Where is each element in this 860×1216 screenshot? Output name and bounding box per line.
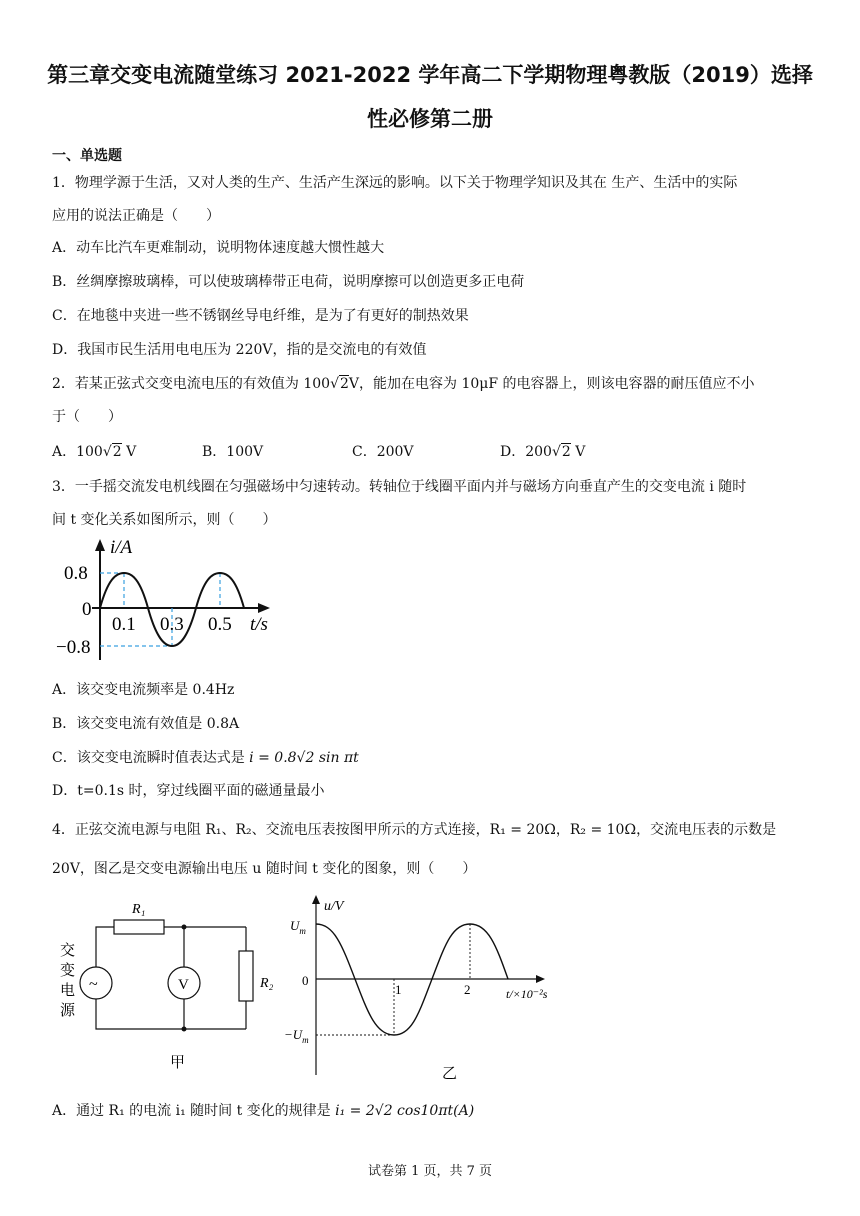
sqrt-symbol: √ — [330, 376, 339, 392]
q4-voltage-time-graph — [282, 890, 572, 1085]
q3-stem-line1: 3．一手摇交流发电机线圈在匀强磁场中匀速转动。转轴位于线圈平面内并与磁场方向垂直产生的交变电流 i 随时 — [52, 479, 747, 495]
q4-wire-top — [96, 927, 114, 967]
q4-circuit-caption: 甲 — [170, 1055, 186, 1071]
q3-y-top-label: 0.8 — [64, 563, 88, 584]
q4-stem-line1: 4．正弦交流电源与电阻 R₁、R₂、交流电压表按图甲所示的方式连接，R₁ = 20Ω，R₂ = 10Ω，交流电压表的示数是 — [52, 822, 777, 838]
q4-y-arrow — [312, 895, 320, 904]
q4-y-top-label — [290, 918, 306, 936]
q3-x-tick-3: 0.5 — [208, 614, 232, 635]
q2-option-a — [52, 442, 136, 462]
q1-stem-line1: 1．物理学源于生活，又对人类的生产、生活产生深远的影响。以下关于物理学知识及其在 生产、生活中的实际 — [52, 175, 738, 191]
q4-source-label-1: 交 — [60, 943, 76, 959]
q1-option-b: B．丝绸摩擦玻璃棒，可以使玻璃棒带正电荷，说明摩擦可以创造更多正电荷 — [52, 274, 525, 290]
q4-y-zero-label: 0 — [302, 973, 309, 988]
q4-a-formula: i₁ = 2√2 cos10πt(A) — [335, 1103, 475, 1119]
q4-circuit-diagram — [52, 895, 292, 1075]
q3-stem-line2: 间 t 变化关系如图所示，则（ ） — [52, 512, 277, 528]
q3-c-formula: i = 0.8√2 sin πt — [249, 750, 359, 766]
q4-source-label-3: 电 — [60, 983, 76, 999]
q4-x-tick-2: 2 — [464, 982, 471, 997]
q4-y-bottom-label — [284, 1027, 309, 1045]
q3-c-pre: C．该交变电流瞬时值表达式是 — [52, 750, 250, 766]
q4-ylabel: u/V — [324, 899, 344, 914]
section-heading: 一、单选题 — [52, 148, 122, 164]
q2-option-d — [500, 442, 585, 462]
q2-stem-line2: 于（ ） — [52, 409, 122, 425]
q1-option-a: A．动车比汽车更难制动，说明物体速度越大惯性越大 — [52, 240, 385, 256]
q4-stem-line2: 20V，图乙是交变电源输出电压 u 随时间 t 变化的图象，则（ ） — [52, 861, 477, 877]
q4-option-a — [52, 1101, 474, 1121]
q3-current-time-graph — [52, 535, 292, 670]
q2-stem-line1 — [52, 374, 755, 394]
q1-option-d: D．我国市民生活用电电压为 220V，指的是交流电的有效值 — [52, 342, 427, 358]
q4-resistor-r2 — [239, 951, 253, 1001]
page-title-line1: 第三章交变电流随堂练习 2021-2022 学年高二下学期物理粤教版（2019）选择 — [47, 63, 813, 87]
q4-a-pre: A．通过 R₁ 的电流 i₁ 随时间 t 变化的规律是 — [52, 1103, 336, 1119]
q3-x-tick-2: 0.3 — [160, 614, 184, 635]
q3-ylabel: i/A — [110, 537, 133, 558]
q3-option-c — [52, 748, 359, 768]
q2-d-sqrt-arg: 2 — [561, 444, 571, 460]
page-footer: 试卷第 1 页，共 7 页 — [367, 1164, 493, 1179]
q2-option-b: B．100V — [202, 444, 264, 460]
q3-y-zero-label: 0 — [82, 599, 92, 620]
q4-source-label-4: 源 — [60, 1003, 76, 1019]
q3-option-b: B．该交变电流有效值是 0.8A — [52, 716, 240, 732]
q2-d-pre: D．200 — [500, 444, 552, 460]
q2-option-c: C．200V — [352, 444, 414, 460]
q2-a-sqrt-arg: 2 — [112, 444, 122, 460]
q3-option-a: A．该交变电流频率是 0.4Hz — [52, 682, 235, 698]
q2-sqrt-arg: 2 — [340, 376, 349, 392]
q1-option-c: C．在地毯中夹进一些不锈钢丝导电纤维，是为了有更好的制热效果 — [52, 308, 469, 324]
q4-node-top — [182, 925, 187, 930]
q3-xlabel: t/s — [250, 614, 268, 635]
q4-source-label-2: 变 — [60, 963, 76, 979]
q4-x-arrow — [536, 975, 545, 983]
page-title-line2: 性必修第二册 — [367, 107, 493, 131]
q4-r2-label: R₂ — [260, 976, 274, 991]
q3-x-arrow — [258, 603, 270, 613]
q4-graph-caption: 乙 — [442, 1066, 458, 1082]
q3-y-arrow — [95, 539, 105, 551]
q4-y-top-main: U — [290, 918, 300, 933]
q4-y-bottom-sub: m — [302, 1035, 309, 1045]
q4-x-tick-1: 1 — [395, 982, 402, 997]
q4-voltmeter-label: V — [178, 977, 189, 993]
q4-ac-source-symbol: ~ — [89, 976, 98, 993]
q3-y-bottom-label: −0.8 — [56, 637, 91, 658]
sqrt-symbol: √ — [102, 444, 112, 460]
sqrt-symbol: √ — [551, 444, 561, 460]
q4-node-bottom — [182, 1027, 187, 1032]
q2-a-post: V — [121, 444, 137, 460]
q2-d-post: V — [570, 444, 586, 460]
q4-xlabel: t/×10⁻²s — [506, 987, 548, 1001]
q4-wire-bottom — [96, 999, 246, 1029]
q2-stem-pre: 2．若某正弦式交变电流电压的有效值为 100 — [52, 376, 331, 392]
q2-stem-post: V，能加在电容为 10μF 的电容器上，则该电容器的耐压值应不小 — [348, 376, 755, 392]
q2-a-pre: A．100 — [52, 444, 103, 460]
q4-y-bottom-main: −U — [284, 1027, 303, 1042]
q4-y-top-sub: m — [299, 926, 306, 936]
q4-r1-label: R₁ — [132, 902, 146, 917]
q3-option-d: D．t=0.1s 时，穿过线圈平面的磁通量最小 — [52, 783, 325, 799]
q3-x-tick-1: 0.1 — [112, 614, 136, 635]
q4-resistor-r1 — [114, 920, 164, 934]
q1-stem-line2: 应用的说法正确是（ ） — [52, 208, 220, 224]
